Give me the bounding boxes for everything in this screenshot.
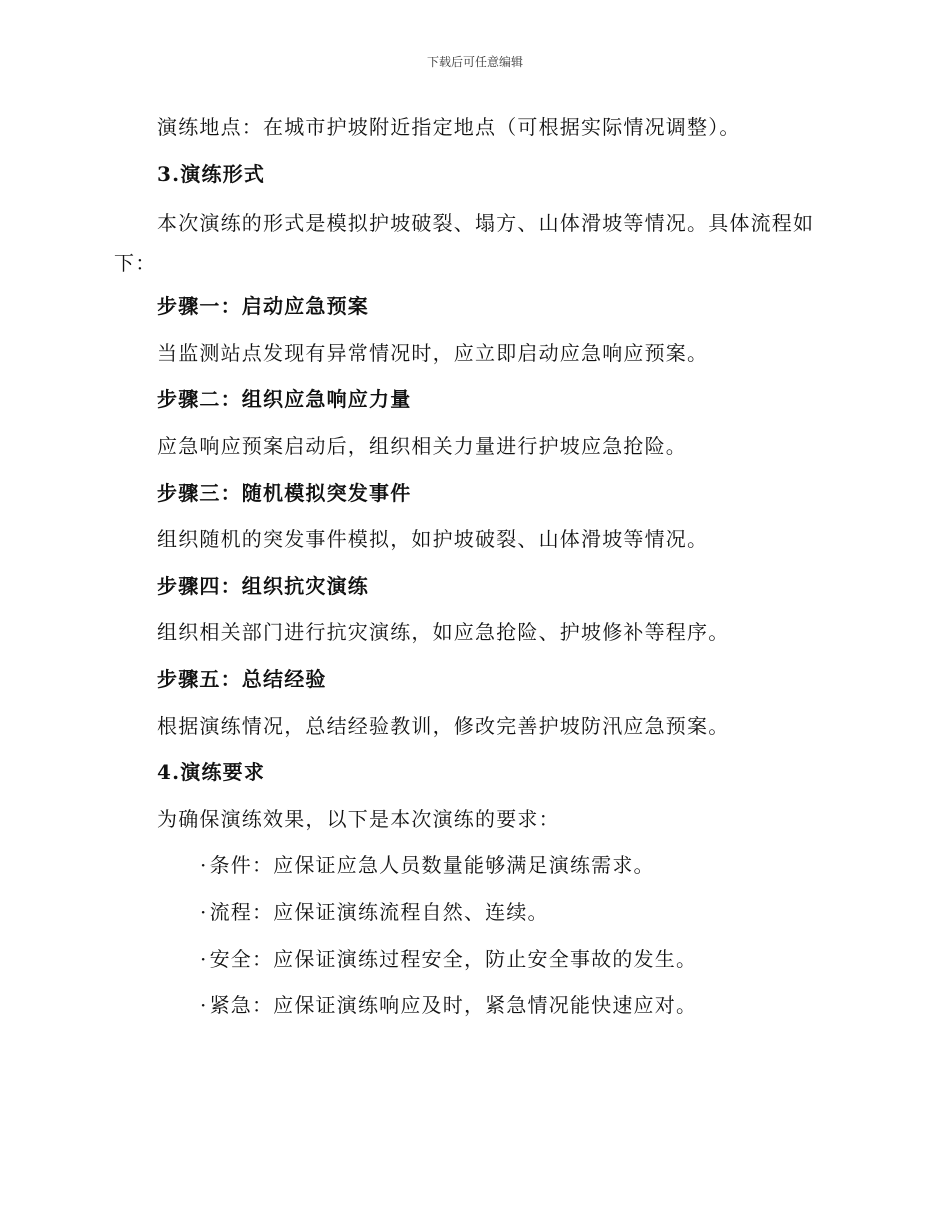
step-1-description: 当监测站点发现有异常情况时，应立即启动应急响应预案。 xyxy=(157,340,709,365)
requirement-text: 紧急：应保证演练响应及时，紧急情况能快速应对。 xyxy=(209,993,698,1018)
requirement-item xyxy=(114,942,834,976)
step-2-title: 步骤二：组织应急响应力量 xyxy=(157,387,412,412)
requirement-item xyxy=(114,988,834,1022)
requirement-text: 流程：应保证演练流程自然、连续。 xyxy=(209,899,549,924)
step-4-description: 组织相关部门进行抗灾演练，如应急抢险、护坡修补等程序。 xyxy=(157,620,730,645)
step-5-description: 根据演练情况，总结经验教训，修改完善护坡防汛应急预案。 xyxy=(157,713,730,738)
step-2-description: 应急响应预案启动后，组织相关力量进行护坡应急抢险。 xyxy=(157,433,687,458)
bullet-icon: · xyxy=(200,993,208,1018)
requirement-text: 安全：应保证演练过程安全，防止安全事故的发生。 xyxy=(209,946,698,971)
step-5-title: 步骤五：总结经验 xyxy=(157,666,327,691)
bullet-icon: · xyxy=(200,853,208,878)
step-4-title: 步骤四：组织抗灾演练 xyxy=(157,573,369,598)
step-3-title: 步骤三：随机模拟突发事件 xyxy=(157,480,412,505)
document-body xyxy=(114,110,834,1035)
requirement-item xyxy=(114,848,834,882)
bullet-icon: · xyxy=(200,899,208,924)
requirement-item xyxy=(114,895,834,929)
location-paragraph: 演练地点：在城市护坡附近指定地点（可根据实际情况调整）。 xyxy=(157,115,741,139)
step-1-title: 步骤一：启动应急预案 xyxy=(157,294,369,319)
section-4-intro: 为确保演练效果，以下是本次演练的要求： xyxy=(157,806,560,831)
requirement-text: 条件：应保证应急人员数量能够满足演练需求。 xyxy=(209,853,655,878)
bullet-icon: · xyxy=(200,946,208,971)
section-3-heading: 3.演练形式 xyxy=(157,161,266,186)
step-3-description: 组织随机的突发事件模拟，如护坡破裂、山体滑坡等情况。 xyxy=(157,527,709,552)
section-4-heading: 4.演练要求 xyxy=(157,760,266,785)
section-3-intro: 本次演练的形式是模拟护坡破裂、塌方、山体滑坡等情况。具体流程如下： xyxy=(114,211,815,276)
page-header: 下载后可任意编辑 xyxy=(426,55,523,69)
